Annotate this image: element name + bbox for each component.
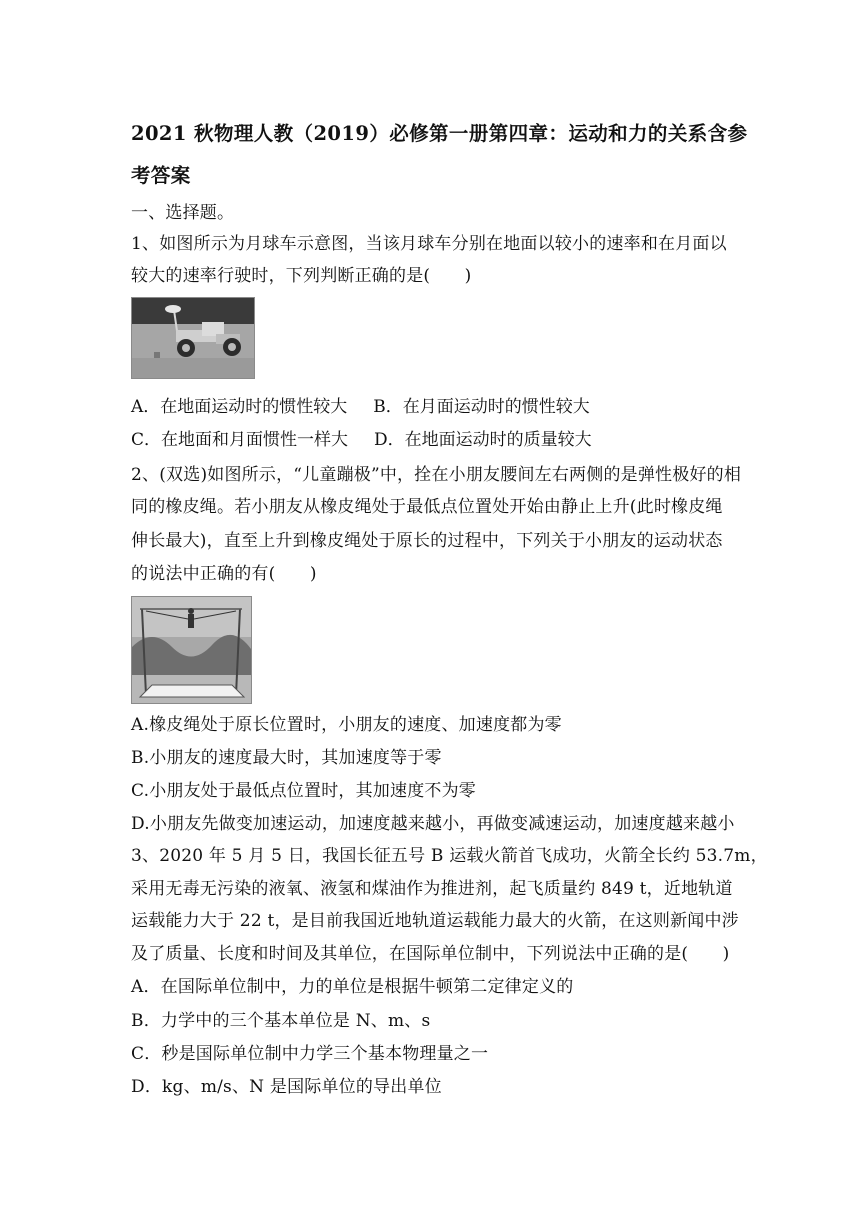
q2-option-d: D.小朋友先做变加速运动，加速度越来越小，再做变减速运动，加速度越来越小 <box>131 814 735 834</box>
q1-stem-line2: 较大的速率行驶时，下列判断正确的是( ) <box>131 266 472 286</box>
q2-option-a: A.橡皮绳处于原长位置时，小朋友的速度、加速度都为零 <box>131 715 562 735</box>
bungee-figure <box>131 596 252 704</box>
q1-option-c: C．在地面和月面惯性一样大 <box>131 430 349 450</box>
q2-option-b: B.小朋友的速度最大时，其加速度等于零 <box>131 748 442 768</box>
q2-stem-line2: 同的橡皮绳。若小朋友从橡皮绳处于最低点位置处开始由静止上升(此时橡皮绳 <box>131 497 723 517</box>
q1-stem-line1: 1、如图所示为月球车示意图，当该月球车分别在地面以较小的速率和在月面以 <box>131 234 727 254</box>
q3-option-d: D．kg、m/s、N 是国际单位的导出单位 <box>131 1077 442 1097</box>
q3-stem-line2: 采用无毒无污染的液氧、液氢和煤油作为推进剂，起飞质量约 849 t，近地轨道 <box>131 879 733 899</box>
doc-title-line1: 2021 秋物理人教（2019）必修第一册第四章：运动和力的关系含参 <box>131 122 748 145</box>
q3-stem-line4: 及了质量、长度和时间及其单位，在国际单位制中，下列说法中正确的是( ) <box>131 944 730 964</box>
q3-stem-line1: 3、2020 年 5 月 5 日，我国长征五号 B 运载火箭首飞成功，火箭全长约 53.7m， <box>131 846 768 866</box>
section-heading: 一、选择题。 <box>131 203 235 223</box>
doc-title-line2: 考答案 <box>131 164 191 187</box>
q1-option-b: B．在月面运动时的惯性较大 <box>373 397 590 417</box>
q2-stem-line4: 的说法中正确的有( ) <box>131 564 317 584</box>
q2-option-c: C.小朋友处于最低点位置时，其加速度不为零 <box>131 781 477 801</box>
q3-option-b: B．力学中的三个基本单位是 N、m、s <box>131 1011 431 1031</box>
q1-options-row2 <box>131 425 592 450</box>
q1-options-row1 <box>131 392 590 417</box>
q3-stem-line3: 运载能力大于 22 t，是目前我国近地轨道运载能力最大的火箭，在这则新闻中涉 <box>131 911 739 931</box>
q3-option-c: C．秒是国际单位制中力学三个基本物理量之一 <box>131 1044 489 1064</box>
q1-option-d: D．在地面运动时的质量较大 <box>374 430 592 450</box>
q3-option-a: A．在国际单位制中，力的单位是根据牛顿第二定律定义的 <box>131 977 574 997</box>
q2-stem-line1: 2、(双选)如图所示，“儿童蹦极”中，拴在小朋友腰间左右两侧的是弹性极好的相 <box>131 465 742 485</box>
q2-stem-line3: 伸长最大)，直至上升到橡皮绳处于原长的过程中，下列关于小朋友的运动状态 <box>131 531 723 551</box>
q1-option-a: A．在地面运动时的惯性较大 <box>131 397 348 417</box>
lunar-rover-figure <box>131 297 255 379</box>
